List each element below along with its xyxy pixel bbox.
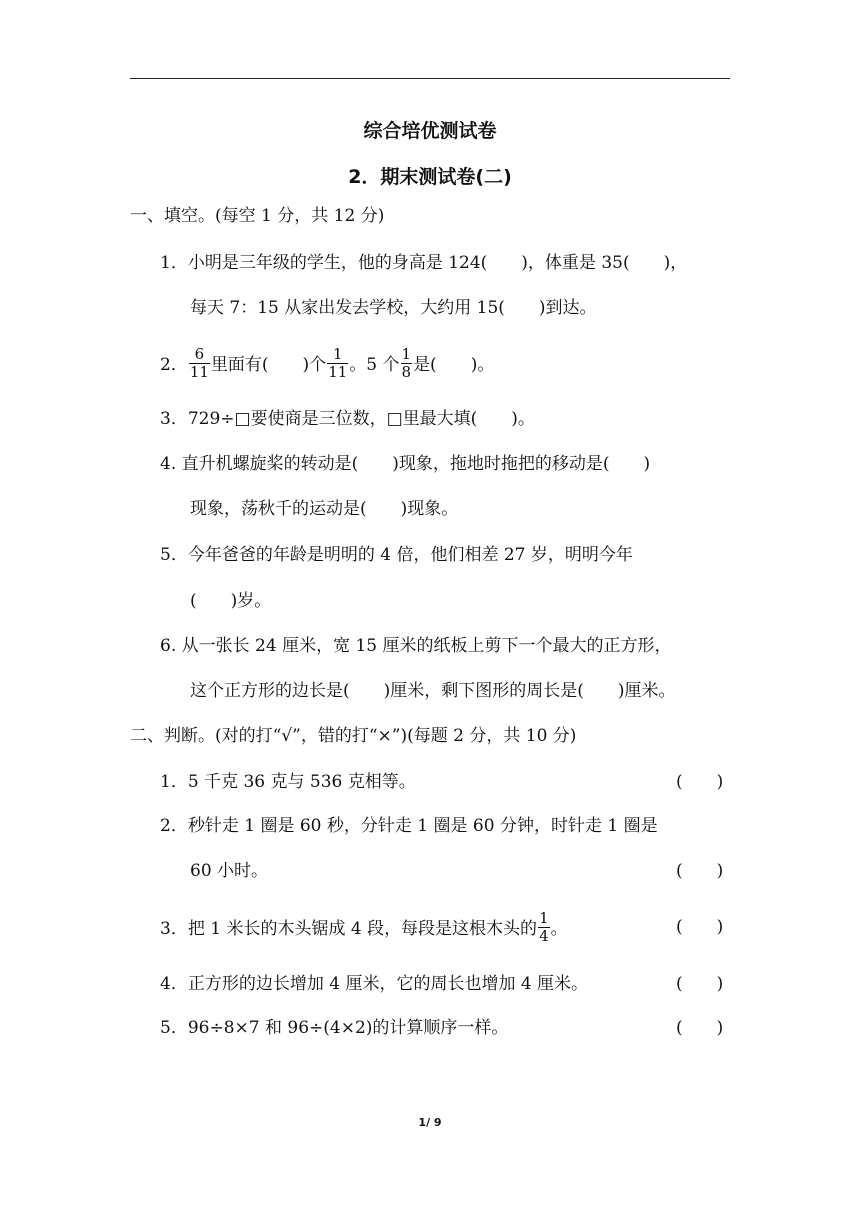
- s1-q5-line1: 5．今年爸爸的年龄是明明的 4 倍，他们相差 27 岁，明明今年: [160, 545, 633, 565]
- s2-q5: 5．96÷8×7 和 96÷(4×2)的计算顺序一样。: [160, 1018, 509, 1038]
- s2-q4: 4．正方形的边长增加 4 厘米，它的周长也增加 4 厘米。: [160, 974, 589, 994]
- s2-q2-line2: 60 小时。: [190, 861, 269, 881]
- s2-q1-answer-blank: ( ): [676, 772, 724, 792]
- fraction-denominator: 11: [189, 363, 209, 381]
- s2-q2-answer-blank: ( ): [676, 861, 724, 881]
- s2-q1: 1．5 千克 36 克与 536 克相等。: [160, 772, 416, 792]
- fraction-denominator: 11: [328, 363, 348, 381]
- fraction-numerator: 1: [327, 346, 348, 364]
- fraction-1-11: [327, 346, 348, 381]
- s1-q2-text1: 里面有( )个: [210, 355, 327, 375]
- section2-heading: 二、判断。(对的打“√”，错的打“×”)(每题 2 分，共 10 分): [130, 726, 577, 746]
- fraction-1-4: [538, 910, 550, 945]
- header-rule: [130, 78, 730, 79]
- exam-title: 2．期末测试卷(二): [348, 166, 512, 188]
- s1-q1-line2: 每天 7：15 从家出发去学校，大约用 15( )到达。: [190, 298, 597, 318]
- s1-q6-line1: 6. 从一张长 24 厘米，宽 15 厘米的纸板上剪下一个最大的正方形，: [160, 636, 672, 656]
- s1-q2: [160, 345, 495, 383]
- s1-q4-line2: 现象，荡秋千的运动是( )现象。: [190, 499, 459, 519]
- s1-q4-line1: 4. 直升机螺旋桨的转动是( )现象，拖地时拖把的移动是( ): [160, 454, 651, 474]
- s1-q2-text3: 是( )。: [413, 355, 495, 375]
- s2-q5-answer-blank: ( ): [676, 1018, 724, 1038]
- fraction-1-8: [401, 346, 413, 381]
- series-title: 综合培优测试卷: [363, 120, 497, 142]
- s2-q3-text: 3．把 1 米长的木头锯成 4 段，每段是这根木头的: [160, 919, 538, 939]
- s1-q1-line1: 1．小明是三年级的学生，他的身高是 124( )，体重是 35( )，: [160, 253, 688, 273]
- fraction-denominator: 8: [401, 363, 412, 381]
- s1-q6-line2: 这个正方形的边长是( )厘米，剩下图形的周长是( )厘米。: [190, 681, 676, 701]
- s1-q2-number: 2．: [160, 355, 188, 375]
- fraction-numerator: 1: [401, 345, 412, 363]
- fraction-numerator: 1: [539, 909, 549, 927]
- s2-q3-answer-blank: ( ): [676, 917, 724, 937]
- section1-heading: 一、填空。(每空 1 分，共 12 分): [130, 206, 385, 226]
- s1-q3: 3．729÷□要使商是三位数，□里最大填( )。: [160, 409, 535, 429]
- s1-q2-text2: 。5 个: [349, 355, 400, 375]
- page-number: 1/ 9: [418, 1116, 442, 1129]
- s2-q3: [160, 909, 568, 947]
- fraction-denominator: 4: [539, 927, 549, 945]
- fraction-numerator: 6: [189, 346, 210, 364]
- s2-q4-answer-blank: ( ): [676, 974, 724, 994]
- s1-q5-line2: ( )岁。: [190, 591, 272, 611]
- s2-q3-tail: 。: [550, 919, 568, 939]
- s2-q2-line1: 2．秒针走 1 圈是 60 秒，分针走 1 圈是 60 分钟，时针走 1 圈是: [160, 816, 658, 836]
- fraction-6-11: [189, 346, 210, 381]
